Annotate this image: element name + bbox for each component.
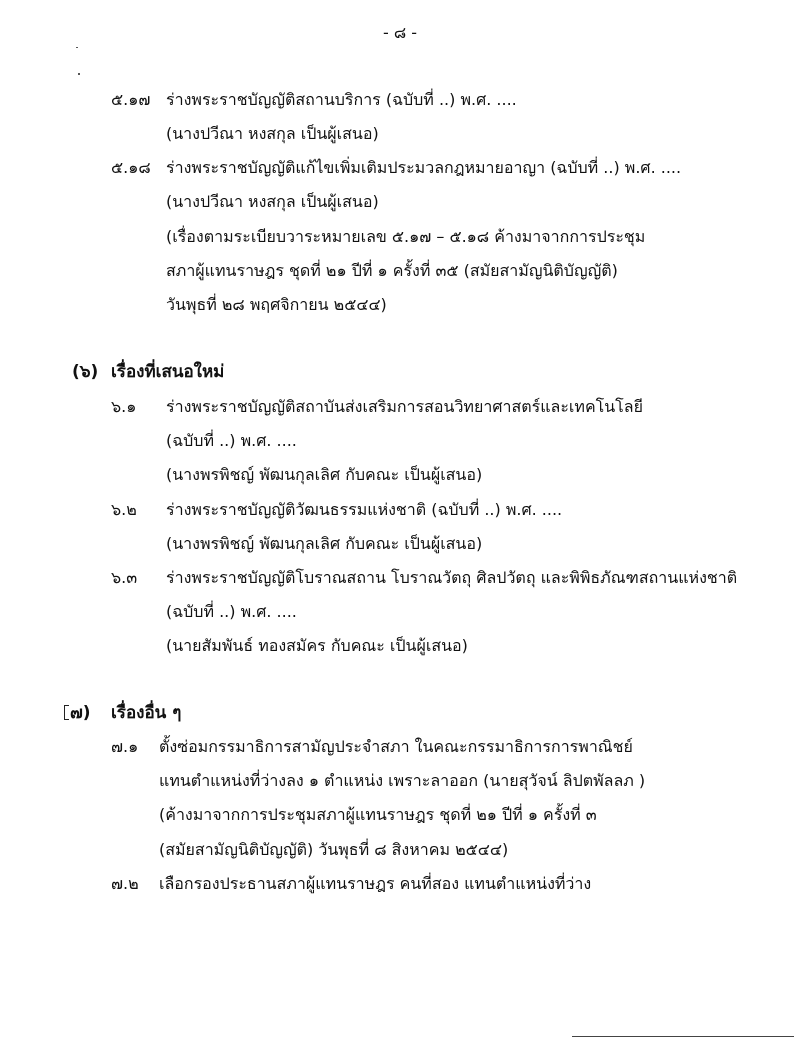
item-line: ร่างพระราชบัญญัติสถานบริการ (ฉบับที่ ..) พ.ศ. .... — [166, 90, 517, 109]
item-line: (ค้างมาจากการประชุมสภาผู้แทนราษฎร ชุดที่ ๒๑ ปีที่ ๑ ครั้งที่ ๓ — [159, 805, 597, 824]
item-line: (ฉบับที่ ..) พ.ศ. .... — [166, 602, 297, 621]
item-line: ร่างพระราชบัญญัติสถาบันส่งเสริมการสอนวิทยาศาสตร์และเทคโนโลยี — [166, 397, 643, 416]
item-line: (เรื่องตามระเบียบวาระหมายเลข ๕.๑๗ – ๕.๑๘ ค้างมาจากการประชุม — [166, 227, 646, 246]
item-line: ร่างพระราชบัญญัติแก้ไขเพิ่มเติมประมวลกฎหมายอาญา (ฉบับที่ ..) พ.ศ. .... — [166, 158, 682, 177]
section-heading: เรื่องที่เสนอใหม่ — [111, 362, 225, 382]
item-line: (สมัยสามัญนิติบัญญัติ) วันพุธที่ ๘ สิงหาคม ๒๕๔๔) — [159, 840, 509, 859]
item-line: (นางปวีณา หงสกุล เป็นผู้เสนอ) — [166, 192, 379, 211]
scan-speck — [78, 73, 80, 75]
item-line: (นางปวีณา หงสกุล เป็นผู้เสนอ) — [166, 124, 379, 143]
scan-bracket-mark — [64, 705, 69, 720]
item-line: ร่างพระราชบัญญัติโบราณสถาน โบราณวัตถุ ศิลปวัตถุ และพิพิธภัณฑสถานแห่งชาติ — [166, 568, 738, 587]
item-number: ๗.๒ — [111, 874, 139, 893]
item-number: ๕.๑๘ — [111, 158, 151, 177]
item-number: ๖.๓ — [111, 568, 138, 587]
item-line: ร่างพระราชบัญญัติวัฒนธรรมแห่งชาติ (ฉบับที่ ..) พ.ศ. .... — [166, 500, 563, 519]
item-line: ตั้งซ่อมกรรมาธิการสามัญประจำสภา ในคณะกรรมาธิการการพาณิชย์ — [159, 737, 633, 756]
item-line: (ฉบับที่ ..) พ.ศ. .... — [166, 431, 297, 450]
section-number: (๖) — [72, 362, 99, 382]
item-line: (นางพรพิชญ์ พัฒนกุลเลิศ กับคณะ เป็นผู้เสนอ) — [166, 534, 483, 553]
item-number: ๖.๑ — [111, 397, 137, 416]
item-line: แทนตำแหน่งที่ว่างลง ๑ ตำแหน่ง เพราะลาออก (นายสุวัจน์ ลิปตพัลลภ ) — [159, 771, 646, 790]
section-number: ๗) — [70, 703, 91, 723]
page-number: - ๘ - — [382, 23, 418, 42]
item-number: ๕.๑๗ — [111, 90, 151, 109]
item-number: ๖.๒ — [111, 500, 137, 519]
item-line: วันพุธที่ ๒๘ พฤศจิกายน ๒๕๔๔) — [166, 295, 387, 314]
scan-speck — [76, 47, 78, 48]
item-line: (นางพรพิชญ์ พัฒนกุลเลิศ กับคณะ เป็นผู้เสนอ) — [166, 465, 483, 484]
item-line: เลือกรองประธานสภาผู้แทนราษฎร คนที่สอง แทนตำแหน่งที่ว่าง — [159, 874, 592, 893]
section-heading: เรื่องอื่น ๆ — [111, 703, 182, 723]
footer-rule — [572, 1036, 794, 1037]
item-number: ๗.๑ — [111, 737, 139, 756]
item-line: (นายสัมพันธ์ ทองสมัคร กับคณะ เป็นผู้เสนอ) — [166, 636, 468, 655]
item-line: สภาผู้แทนราษฎร ชุดที่ ๒๑ ปีที่ ๑ ครั้งที่ ๓๕ (สมัยสามัญนิติบัญญัติ) — [166, 261, 618, 280]
